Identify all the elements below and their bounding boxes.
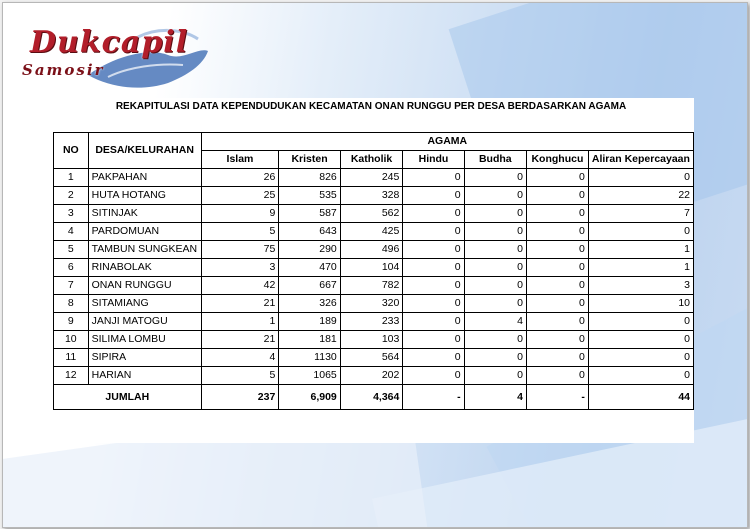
cell-islam: 21 [201,295,279,313]
cell-aliran: 0 [588,313,693,331]
cell-islam: 25 [201,187,279,205]
header-no: NO [54,133,89,169]
cell-budha: 0 [464,223,526,241]
cell-islam: 3 [201,259,279,277]
cell-no: 11 [54,349,89,367]
cell-kristen: 181 [279,331,340,349]
table-row [54,367,694,385]
cell-kristen: 189 [279,313,340,331]
cell-desa: TAMBUN SUNGKEAN [88,241,201,259]
cell-katholik: 245 [340,169,403,187]
cell-kristen: 1065 [279,367,340,385]
cell-konghucu: 0 [526,187,588,205]
total-budha: 4 [464,385,526,410]
cell-desa: SITINJAK [88,205,201,223]
cell-hindu: 0 [403,367,464,385]
cell-hindu: 0 [403,277,464,295]
report-title: REKAPITULASI DATA KEPENDUDUKAN KECAMATAN ONAN RUNGGU PER DESA BERDASARKAN AGAMA [115,101,627,112]
table-row [54,313,694,331]
cell-kristen: 667 [279,277,340,295]
cell-hindu: 0 [403,223,464,241]
cell-islam: 4 [201,349,279,367]
cell-konghucu: 0 [526,241,588,259]
cell-no: 1 [54,169,89,187]
cell-konghucu: 0 [526,313,588,331]
cell-konghucu: 0 [526,259,588,277]
cell-desa: SITAMIANG [88,295,201,313]
cell-islam: 26 [201,169,279,187]
cell-hindu: 0 [403,295,464,313]
header-katholik: Katholik [340,151,403,169]
cell-desa: ONAN RUNGGU [88,277,201,295]
cell-katholik: 202 [340,367,403,385]
cell-aliran: 1 [588,259,693,277]
cell-aliran: 0 [588,349,693,367]
cell-hindu: 0 [403,241,464,259]
cell-aliran: 3 [588,277,693,295]
cell-desa: SIPIRA [88,349,201,367]
header-desa: DESA/KELURAHAN [88,133,201,169]
cell-aliran: 0 [588,169,693,187]
cell-aliran: 0 [588,223,693,241]
cell-desa: HARIAN [88,367,201,385]
cell-budha: 0 [464,295,526,313]
table-row [54,205,694,223]
cell-konghucu: 0 [526,223,588,241]
cell-kristen: 643 [279,223,340,241]
cell-islam: 5 [201,223,279,241]
cell-no: 4 [54,223,89,241]
cell-katholik: 496 [340,241,403,259]
cell-katholik: 564 [340,349,403,367]
total-hindu: - [403,385,464,410]
table-row [54,187,694,205]
total-kristen: 6,909 [279,385,340,410]
cell-no: 10 [54,331,89,349]
cell-islam: 42 [201,277,279,295]
cell-budha: 0 [464,205,526,223]
cell-aliran: 1 [588,241,693,259]
cell-katholik: 233 [340,313,403,331]
cell-kristen: 535 [279,187,340,205]
cell-islam: 9 [201,205,279,223]
cell-budha: 0 [464,259,526,277]
table-row [54,223,694,241]
cell-islam: 75 [201,241,279,259]
cell-islam: 5 [201,367,279,385]
cell-desa: SILIMA LOMBU [88,331,201,349]
table-row [54,277,694,295]
cell-aliran: 0 [588,331,693,349]
cell-konghucu: 0 [526,349,588,367]
cell-katholik: 328 [340,187,403,205]
religion-table [53,132,694,410]
cell-no: 12 [54,367,89,385]
cell-katholik: 104 [340,259,403,277]
cell-hindu: 0 [403,169,464,187]
cell-kristen: 470 [279,259,340,277]
cell-desa: JANJI MATOGU [88,313,201,331]
cell-katholik: 782 [340,277,403,295]
cell-konghucu: 0 [526,169,588,187]
cell-hindu: 0 [403,331,464,349]
total-konghucu: - [526,385,588,410]
cell-no: 2 [54,187,89,205]
header-aliran-kepercayaan: Aliran Kepercayaan [588,151,693,169]
cell-budha: 4 [464,313,526,331]
cell-aliran: 10 [588,295,693,313]
cell-islam: 1 [201,313,279,331]
header-konghucu: Konghucu [526,151,588,169]
cell-hindu: 0 [403,313,464,331]
total-aliran: 44 [588,385,693,410]
header-hindu: Hindu [403,151,464,169]
cell-budha: 0 [464,349,526,367]
dukcapil-logo [18,17,218,97]
header-islam: Islam [201,151,279,169]
total-row [54,385,694,410]
cell-aliran: 0 [588,367,693,385]
table-row [54,259,694,277]
cell-islam: 21 [201,331,279,349]
cell-hindu: 0 [403,205,464,223]
cell-hindu: 0 [403,187,464,205]
cell-kristen: 1130 [279,349,340,367]
table-row [54,241,694,259]
logo-title: Dukcapil [30,25,189,60]
cell-no: 3 [54,205,89,223]
table-row [54,295,694,313]
cell-katholik: 562 [340,205,403,223]
cell-katholik: 425 [340,223,403,241]
cell-budha: 0 [464,169,526,187]
cell-budha: 0 [464,187,526,205]
cell-katholik: 320 [340,295,403,313]
cell-no: 6 [54,259,89,277]
cell-desa: HUTA HOTANG [88,187,201,205]
cell-kristen: 326 [279,295,340,313]
total-katholik: 4,364 [340,385,403,410]
cell-budha: 0 [464,331,526,349]
cell-kristen: 587 [279,205,340,223]
cell-kristen: 290 [279,241,340,259]
cell-desa: PARDOMUAN [88,223,201,241]
table-row [54,169,694,187]
cell-budha: 0 [464,367,526,385]
cell-konghucu: 0 [526,277,588,295]
cell-desa: RINABOLAK [88,259,201,277]
cell-konghucu: 0 [526,367,588,385]
cell-aliran: 7 [588,205,693,223]
cell-konghucu: 0 [526,295,588,313]
total-label: JUMLAH [54,385,202,410]
cell-konghucu: 0 [526,205,588,223]
header-budha: Budha [464,151,526,169]
cell-no: 5 [54,241,89,259]
cell-budha: 0 [464,241,526,259]
cell-no: 8 [54,295,89,313]
table-row [54,349,694,367]
cell-budha: 0 [464,277,526,295]
cell-desa: PAKPAHAN [88,169,201,187]
logo-subtitle: Samosir [22,61,105,79]
header-agama: AGAMA [201,133,693,151]
cell-konghucu: 0 [526,331,588,349]
cell-hindu: 0 [403,349,464,367]
cell-katholik: 103 [340,331,403,349]
header-kristen: Kristen [279,151,340,169]
cell-hindu: 0 [403,259,464,277]
table-row [54,331,694,349]
slide-frame [2,2,748,528]
total-islam: 237 [201,385,279,410]
cell-aliran: 22 [588,187,693,205]
cell-no: 7 [54,277,89,295]
cell-no: 9 [54,313,89,331]
report-sheet [48,98,694,443]
cell-kristen: 826 [279,169,340,187]
